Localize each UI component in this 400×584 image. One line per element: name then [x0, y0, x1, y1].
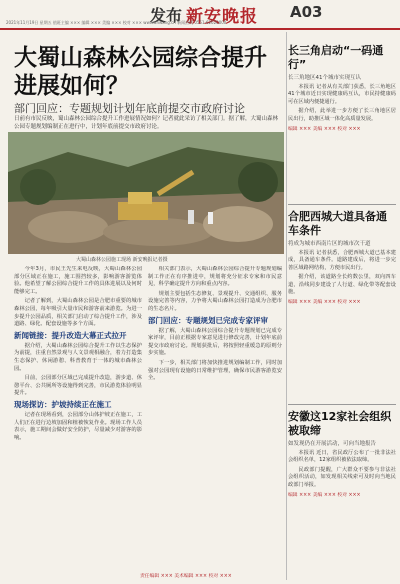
article-paragraph: 下一步，相关部门将加快推进规划编制工作，同时加强对公园现有设施的日常维护管理，确保市民游客游览安全。: [148, 359, 282, 382]
side-story-paragraph: 据介绍，该道路全长约数公里，双向四车道，沿线同步建设了人行道、绿化带等配套设施。: [288, 274, 396, 296]
lead-paragraph: 日前有市民反映，蜀山森林公园综合提升工作进展情况如何？记者就此采访了相关部门。据了解，大蜀山森林公园专题规划编制正在进行中，计划年底前提交市政府讨论。: [14, 116, 279, 130]
article-paragraph: 据介绍，大蜀山森林公园综合提升工作以生态保护为前提，注重自然景观与人文景观相融合，着力打造集生态保护、休闲游憩、科普教育于一体的城市森林公园。: [14, 342, 142, 372]
article-paragraph: 规划主要包括生态修复、景观提升、交通组织、服务设施完善等内容，力争将大蜀山森林公园打造成为合肥市的生态名片。: [148, 290, 282, 312]
section-label: 发布: [150, 6, 183, 25]
section-heading: 新闻链接：提升改造大幕正式拉开: [14, 330, 127, 340]
masthead-info: 2021年11月19日 星期五 值班主编 ××× 编辑 ××× 美编 ××× 校对 ××× www.ahwang.cn 新闻热线 0551-62620000: [6, 20, 227, 25]
article-column-1: [14, 266, 142, 570]
side-story-paragraph: 民政部门提醒，广大群众不要参与非法社会组织活动，如发现相关线索可及时向当地民政部门举报。: [288, 466, 396, 488]
side-story-1-body: [288, 84, 396, 123]
masthead: [0, 0, 400, 30]
side-story-2-title: 合肥西城大道具备通车条件: [288, 210, 387, 237]
side-story-3-subtitle: 如发现仍在开展活动，可向当地报告: [288, 441, 377, 447]
side-story-2-body: [288, 250, 396, 296]
side-story-1-subtitle: 长三角地区41个城市实现互认: [288, 75, 361, 81]
article-paragraph: 今年3月，市民王先生来电反映，大蜀山森林公园部分区域正在施工，施工围挡较多，影响游客游览体验。他希望了解公园综合提升工作的具体进展以及何时能够完工。: [14, 266, 142, 295]
section-heading: 现场探访：护坡持续正在施工: [14, 399, 112, 409]
side-story-3-title: 安徽这12家社会组织被取缔: [288, 410, 392, 437]
article-paragraph: 记者在现场看到，公园部分山体护坡正在施工，工人们正在进行边坡加固和植被恢复作业。现场工作人员表示，施工期间会做好安全防护，尽量减少对游客的影响。: [14, 411, 142, 441]
article-paragraph: 记者了解到，大蜀山森林公园是合肥市重要的城市森林公园，每年吸引大量市民和游客前来游览。为进一步提升公园品质，相关部门启动了综合提升工作，涉及道路、绿化、配套设施等多个方面。: [14, 298, 142, 328]
photo-caption: 大蜀山森林公园施工现场 新安晚报记者摄: [76, 257, 168, 263]
side-story-1-title: 长三角启动“一码通行”: [288, 44, 384, 71]
subheadline: 部门回应：专题规划计划年底前提交市政府讨论: [14, 102, 245, 115]
side-story-1: [288, 44, 396, 200]
side-story-2: [288, 210, 396, 400]
side-story-2-subtitle: 将成为城市西南片区的城市次干道: [288, 241, 371, 247]
newspaper-logo: 新安晚报: [186, 7, 258, 27]
side-story-2-editor: 编辑 ××× 美编 ××× 校对 ×××: [288, 300, 361, 306]
side-divider-1: [288, 204, 396, 205]
side-story-paragraph: 本报讯 近日，省民政厅公布了一批非法社会组织名单，12家组织被依法取缔。: [288, 450, 396, 464]
article-paragraph: 目前，公园部分区域已完成提升改造，游步道、休憩平台、公共厕所等设施得到完善，市民游览体验明显提升。: [14, 375, 142, 397]
footer-editor: 责任编辑 ××× 美术编辑 ××× 校对 ×××: [140, 574, 232, 579]
side-story-paragraph: 本报讯 记者获悉，合肥西城大道已基本建成，具备通车条件。道路建成后，将进一步完善区域路网结构，方便市民出行。: [288, 250, 396, 271]
article-paragraph: 据了解，大蜀山森林公园综合提升专题规划已完成专家评审，目前正根据专家意见进行修改完善，计划年底前提交市政府讨论。规划获批后，将按照轻重缓急的原则分步实施。: [148, 327, 282, 357]
side-story-paragraph: 本报讯 记者从有关部门获悉，长三角地区41个城市近日实现健康码互认，市民持健康码可在区域内便捷通行。: [288, 84, 396, 105]
section-heading: 部门回应：专题规划已完成专家评审: [148, 315, 268, 325]
side-story-3-editor: 编辑 ××× 美编 ××× 校对 ×××: [288, 493, 361, 499]
side-story-3: [288, 410, 396, 578]
headline: 大蜀山森林公园综合提升进展如何？: [14, 45, 267, 99]
side-story-paragraph: 据介绍，此举进一步方便了长三角地区居民出行，助推区域一体化高质量发展。: [288, 108, 396, 122]
side-divider-2: [288, 404, 396, 405]
article-column-2: [148, 266, 282, 570]
news-photo: [8, 132, 284, 254]
side-story-3-body: [288, 450, 396, 489]
page-number: A03: [290, 3, 323, 21]
article-paragraph: 相关部门表示，大蜀山森林公园综合提升专题规划编制工作正在有序推进中，规划将充分征求专家和市民意见，科学确定提升方向和重点内容。: [148, 266, 282, 288]
side-story-1-editor: 编辑 ××× 美编 ××× 校对 ×××: [288, 127, 361, 133]
column-divider: [286, 32, 287, 580]
